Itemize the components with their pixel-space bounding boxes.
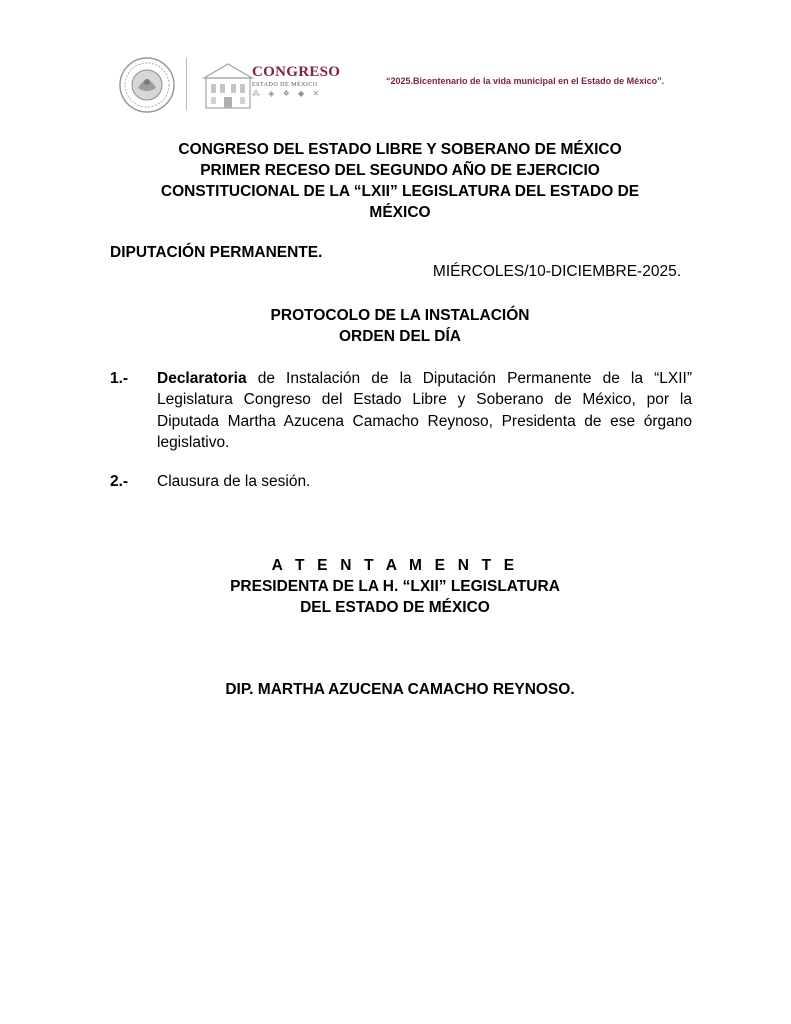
document-title — [100, 139, 700, 223]
agenda-item-lead: Declaratoria — [157, 370, 247, 387]
agenda-item-body: de Instalación de la Diputación Permanente de la “LXII” Legislatura Congreso del Estado Libre y Soberano de México, por la Diputada Martha Azucena Camacho Reynoso, Presidenta de ese órgano legislativo. — [157, 370, 692, 451]
brand-subtitle: ESTADO DE MÉXICO — [252, 82, 318, 88]
brand-ornament-icons: ⁂ ◈ ❖ ◆ ✕ — [252, 89, 323, 98]
agenda-item-number: 1.- — [110, 370, 129, 387]
protocol-line: PROTOCOLO DE LA INSTALACIÓN — [270, 307, 530, 324]
congress-building-icon — [200, 56, 256, 112]
agenda-item — [110, 368, 692, 453]
agenda-item-text — [157, 368, 692, 453]
closing-block — [100, 555, 690, 618]
agenda-item-number: 2.- — [110, 473, 129, 490]
protocol-line: ORDEN DEL DÍA — [338, 328, 461, 345]
agenda-item — [110, 471, 692, 492]
session-date: MIÉRCOLES/10-DICIEMBRE-2025. — [432, 263, 681, 280]
closing-role: PRESIDENTA DE LA H. “LXII” LEGISLATURA — [230, 578, 560, 595]
agenda-item-body: Clausura de la sesión. — [157, 473, 311, 490]
header-motto: “2025.Bicentenario de la vida municipal en el Estado de México”. — [386, 76, 665, 86]
title-line: MÉXICO — [369, 204, 431, 221]
closing-greeting: A T E N T A M E N T E — [271, 557, 519, 574]
closing-role: DEL ESTADO DE MÉXICO — [300, 599, 490, 616]
brand-block — [252, 64, 340, 98]
agenda-item-text — [157, 471, 692, 492]
header-divider — [186, 58, 187, 110]
protocol-heading — [100, 305, 700, 347]
state-seal-icon — [118, 56, 176, 114]
title-line: CONGRESO DEL ESTADO LIBRE Y SOBERANO DE MÉXICO — [178, 141, 622, 158]
signer-name: DIP. MARTHA AZUCENA CAMACHO REYNOSO. — [225, 681, 575, 698]
session-label: DIPUTACIÓN PERMANENTE. — [110, 244, 323, 261]
brand-name: CONGRESO — [252, 64, 341, 80]
title-line: PRIMER RECESO DEL SEGUNDO AÑO DE EJERCICIO — [200, 162, 600, 179]
title-line: CONSTITUCIONAL DE LA “LXII” LEGISLATURA DEL ESTADO DE — [160, 183, 640, 200]
